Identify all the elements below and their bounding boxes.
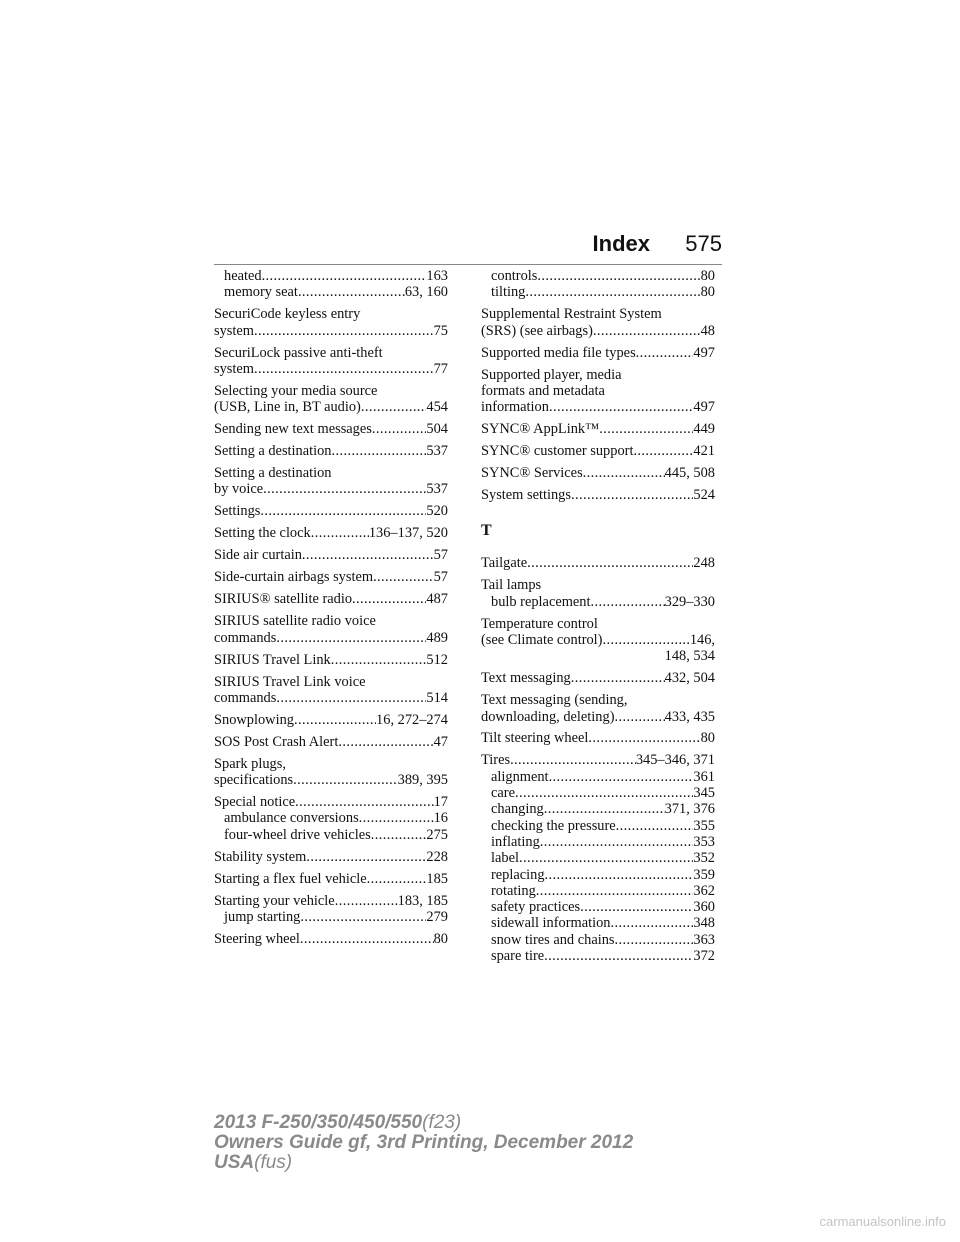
leader-dots bbox=[537, 268, 700, 284]
index-term: SIRIUS® satellite radio bbox=[214, 591, 353, 608]
index-page-ref: 497 bbox=[693, 344, 715, 361]
index-line bbox=[481, 577, 715, 593]
leader-dots bbox=[371, 827, 427, 843]
leader-dots bbox=[254, 323, 434, 339]
leader-dots bbox=[544, 948, 693, 964]
index-subentry bbox=[481, 867, 715, 883]
index-subentry bbox=[214, 810, 448, 826]
index-line bbox=[214, 652, 448, 668]
index-line bbox=[214, 630, 448, 646]
index-term: information bbox=[481, 399, 549, 416]
index-subentry bbox=[481, 785, 715, 801]
index-entry bbox=[214, 383, 448, 416]
leader-dots bbox=[611, 915, 694, 931]
index-term: Text messaging bbox=[481, 670, 571, 687]
index-line bbox=[481, 306, 715, 322]
leader-dots bbox=[571, 487, 693, 503]
leader-dots bbox=[615, 932, 694, 948]
index-line bbox=[214, 569, 448, 585]
index-term: Special notice bbox=[214, 794, 296, 811]
leader-dots bbox=[633, 443, 693, 459]
index-subentry bbox=[481, 899, 715, 915]
index-entry bbox=[214, 306, 448, 339]
index-entry bbox=[214, 465, 448, 498]
index-line bbox=[481, 443, 715, 459]
index-page-ref: 48 bbox=[700, 322, 715, 339]
leader-dots bbox=[571, 670, 665, 686]
index-line bbox=[214, 323, 448, 339]
index-term: SecuriCode keyless entry bbox=[214, 306, 361, 323]
leader-dots bbox=[372, 421, 427, 437]
leader-dots bbox=[300, 909, 426, 925]
index-entry bbox=[214, 931, 448, 947]
index-page-ref: 512 bbox=[426, 651, 448, 668]
watermark-text: carmanualsonline.info bbox=[819, 1214, 946, 1229]
index-term: heated bbox=[224, 268, 262, 284]
index-page-ref: 136–137, 520 bbox=[368, 525, 448, 542]
index-term: SYNC® customer support bbox=[481, 443, 634, 460]
index-line bbox=[481, 752, 715, 768]
leader-dots bbox=[367, 871, 427, 887]
index-entry bbox=[481, 367, 715, 416]
index-entry bbox=[481, 670, 715, 686]
index-entry bbox=[214, 794, 448, 843]
index-line bbox=[214, 734, 448, 750]
index-page-ref: 80 bbox=[433, 930, 448, 947]
index-line bbox=[481, 367, 715, 383]
index-term: Sending new text messages bbox=[214, 421, 372, 438]
index-subentry bbox=[481, 801, 715, 817]
index-page-ref: 329–330 bbox=[664, 593, 715, 610]
index-entry bbox=[214, 268, 448, 301]
index-page-ref: 146, bbox=[689, 631, 715, 648]
index-line bbox=[481, 632, 715, 648]
index-page-ref: 80 bbox=[700, 284, 715, 301]
index-term: checking the pressure bbox=[491, 817, 616, 834]
leader-dots bbox=[519, 850, 693, 866]
index-page-ref: 359 bbox=[693, 866, 715, 883]
index-term: Starting a flex fuel vehicle bbox=[214, 870, 367, 887]
index-entry bbox=[214, 345, 448, 378]
index-page-ref: 57 bbox=[433, 569, 448, 586]
index-entry bbox=[481, 306, 715, 339]
header-rule bbox=[214, 264, 722, 265]
index-page-ref: 17 bbox=[433, 794, 448, 811]
index-page-ref: 345 bbox=[693, 785, 715, 802]
page-header bbox=[214, 226, 722, 262]
index-line bbox=[481, 709, 715, 725]
index-line bbox=[214, 794, 448, 810]
index-entry bbox=[214, 591, 448, 607]
leader-dots bbox=[544, 801, 665, 817]
leader-dots bbox=[593, 323, 701, 339]
index-entry bbox=[481, 421, 715, 437]
index-term: specifications bbox=[214, 772, 294, 789]
index-page-ref: 520 bbox=[426, 503, 448, 520]
leader-dots bbox=[298, 284, 405, 300]
index-page-ref: 487 bbox=[426, 591, 448, 608]
index-term: SOS Post Crash Alert bbox=[214, 733, 339, 750]
index-term: system bbox=[214, 322, 254, 339]
index-page-ref: 514 bbox=[426, 689, 448, 706]
index-term: Tires bbox=[481, 752, 511, 769]
section-letter: T bbox=[481, 522, 492, 540]
leader-dots bbox=[549, 399, 693, 415]
index-line bbox=[481, 555, 715, 571]
index-entry bbox=[481, 555, 715, 571]
page-title: Index bbox=[592, 231, 650, 256]
index-line bbox=[214, 893, 448, 909]
index-page-ref: 352 bbox=[693, 850, 715, 867]
index-page-ref: 63, 160 bbox=[404, 284, 448, 301]
footer-line-market: USA(fus) bbox=[214, 1152, 293, 1173]
index-page-ref: 537 bbox=[426, 481, 448, 498]
leader-dots bbox=[331, 652, 427, 668]
index-line bbox=[481, 465, 715, 481]
index-line-continuation bbox=[481, 648, 715, 664]
leader-dots bbox=[616, 818, 694, 834]
index-term: Setting the clock bbox=[214, 525, 311, 542]
index-term: Supported player, media bbox=[481, 366, 622, 383]
index-term: jump starting bbox=[224, 908, 301, 925]
index-term: four-wheel drive vehicles bbox=[224, 826, 371, 843]
index-subentry bbox=[214, 827, 448, 843]
index-page-ref: 183, 185 bbox=[397, 892, 448, 909]
index-line bbox=[481, 383, 715, 399]
index-term: Tail lamps bbox=[481, 577, 542, 594]
index-line bbox=[214, 345, 448, 361]
index-page-ref: 361 bbox=[693, 768, 715, 785]
leader-dots bbox=[583, 465, 665, 481]
index-entry bbox=[481, 692, 715, 725]
index-line bbox=[214, 361, 448, 377]
index-entry bbox=[214, 421, 448, 437]
leader-dots bbox=[302, 547, 434, 563]
leader-dots bbox=[295, 794, 433, 810]
index-line bbox=[214, 421, 448, 437]
index-page-ref: 16, 272–274 bbox=[376, 711, 448, 728]
index-page-ref: 360 bbox=[693, 899, 715, 916]
index-subentry bbox=[481, 268, 715, 284]
index-line bbox=[214, 503, 448, 519]
index-line bbox=[214, 772, 448, 788]
index-line bbox=[481, 487, 715, 503]
leader-dots bbox=[263, 481, 426, 497]
index-entry bbox=[214, 849, 448, 865]
leader-dots bbox=[636, 345, 694, 361]
index-term: SecuriLock passive anti-theft bbox=[214, 344, 383, 361]
index-page-ref: 537 bbox=[426, 443, 448, 460]
index-term: Side air curtain bbox=[214, 547, 302, 564]
leader-dots bbox=[262, 268, 427, 284]
index-term: snow tires and chains bbox=[491, 931, 615, 948]
index-term: Spark plugs, bbox=[214, 755, 286, 772]
index-term: Setting a destination bbox=[214, 465, 332, 482]
leader-dots bbox=[549, 769, 694, 785]
index-term: Starting your vehicle bbox=[214, 892, 335, 909]
index-line bbox=[214, 591, 448, 607]
leader-dots bbox=[615, 709, 665, 725]
index-line bbox=[481, 692, 715, 708]
leader-dots bbox=[515, 785, 693, 801]
index-subentry bbox=[481, 594, 715, 610]
index-entry bbox=[481, 487, 715, 503]
index-line bbox=[214, 849, 448, 865]
index-term: rotating bbox=[491, 882, 536, 899]
index-term: SIRIUS satellite radio voice bbox=[214, 613, 376, 630]
index-page-ref: 389, 395 bbox=[397, 772, 448, 789]
index-line bbox=[214, 871, 448, 887]
index-entry bbox=[214, 613, 448, 646]
index-line bbox=[481, 616, 715, 632]
index-page-ref: 348 bbox=[693, 915, 715, 932]
index-line bbox=[481, 730, 715, 746]
index-term: Snowplowing bbox=[214, 711, 294, 728]
index-page-ref: 504 bbox=[426, 421, 448, 438]
index-page-ref: 433, 435 bbox=[664, 708, 715, 725]
index-entry bbox=[214, 503, 448, 519]
index-page-ref: 248 bbox=[693, 555, 715, 572]
leader-dots bbox=[300, 931, 434, 947]
index-line bbox=[214, 481, 448, 497]
index-line bbox=[214, 690, 448, 706]
index-page-ref: 489 bbox=[426, 629, 448, 646]
index-entry bbox=[481, 577, 715, 610]
index-column-left bbox=[214, 268, 448, 953]
leader-dots bbox=[352, 591, 426, 607]
index-page-ref: 353 bbox=[693, 833, 715, 850]
leader-dots bbox=[294, 712, 376, 728]
index-term: (see Climate control) bbox=[481, 631, 603, 648]
index-entry bbox=[481, 465, 715, 481]
index-entry bbox=[481, 752, 715, 964]
index-term: Side-curtain airbags system bbox=[214, 569, 374, 586]
index-entry bbox=[214, 756, 448, 789]
index-subentry bbox=[214, 909, 448, 925]
index-term: SYNC® AppLink™ bbox=[481, 421, 600, 438]
index-page-ref: 75 bbox=[433, 322, 448, 339]
index-term: inflating bbox=[491, 833, 540, 850]
index-page-ref: 77 bbox=[433, 360, 448, 377]
index-line bbox=[214, 443, 448, 459]
index-entry bbox=[214, 674, 448, 707]
index-term: Tailgate bbox=[481, 555, 528, 572]
index-page-ref: 163 bbox=[426, 268, 448, 284]
index-term: System settings bbox=[481, 487, 571, 504]
index-term: spare tire bbox=[491, 948, 545, 965]
index-line bbox=[481, 670, 715, 686]
index-entry bbox=[481, 443, 715, 459]
index-term: Tilt steering wheel bbox=[481, 730, 589, 747]
index-page-ref: 497 bbox=[693, 399, 715, 416]
leader-dots bbox=[525, 284, 700, 300]
index-entry bbox=[214, 547, 448, 563]
index-entry bbox=[214, 569, 448, 585]
leader-dots bbox=[540, 834, 694, 850]
leader-dots bbox=[276, 630, 426, 646]
index-term: Steering wheel bbox=[214, 930, 300, 947]
index-term: sidewall information bbox=[491, 915, 611, 932]
footer-line-edition: Owners Guide gf, 3rd Printing, December 2012 bbox=[214, 1132, 634, 1153]
index-subentry bbox=[481, 769, 715, 785]
leader-dots bbox=[527, 555, 693, 571]
leader-dots bbox=[254, 361, 434, 377]
index-page-ref: 454 bbox=[426, 399, 448, 416]
leader-dots bbox=[332, 443, 427, 459]
index-line bbox=[481, 421, 715, 437]
index-page-ref: 279 bbox=[426, 908, 448, 925]
index-subentry bbox=[481, 834, 715, 850]
leader-dots bbox=[591, 594, 665, 610]
index-page-ref: 445, 508 bbox=[664, 465, 715, 482]
index-page-ref: 16 bbox=[433, 810, 448, 827]
index-page-ref: 148, 534 bbox=[664, 648, 715, 665]
index-term: label bbox=[491, 850, 519, 867]
index-subentry bbox=[481, 948, 715, 964]
index-term: Selecting your media source bbox=[214, 382, 378, 399]
footer bbox=[214, 1113, 633, 1173]
index-entry bbox=[214, 443, 448, 459]
index-entry bbox=[214, 871, 448, 887]
leader-dots bbox=[545, 867, 694, 883]
index-term: bulb replacement bbox=[491, 593, 591, 610]
index-entry bbox=[481, 345, 715, 361]
index-page-ref: 432, 504 bbox=[664, 670, 715, 687]
index-term: commands bbox=[214, 689, 277, 706]
index-page-ref: 47 bbox=[433, 733, 448, 750]
index-line bbox=[214, 525, 448, 541]
footer-line-model: 2013 F-250/350/450/550(f23) bbox=[214, 1112, 462, 1133]
index-page-ref: 355 bbox=[693, 817, 715, 834]
leader-dots bbox=[510, 752, 636, 768]
index-entry bbox=[214, 893, 448, 926]
leader-dots bbox=[260, 503, 426, 519]
index-line bbox=[214, 399, 448, 415]
leader-dots bbox=[306, 849, 426, 865]
leader-dots bbox=[536, 883, 694, 899]
index-term: alignment bbox=[491, 768, 549, 785]
index-page-ref: 363 bbox=[693, 931, 715, 948]
index-line bbox=[214, 306, 448, 322]
index-subentry bbox=[481, 850, 715, 866]
index-term: by voice bbox=[214, 481, 264, 498]
index-page-ref: 524 bbox=[693, 487, 715, 504]
index-term: changing bbox=[491, 801, 544, 818]
index-term: Text messaging (sending, bbox=[481, 692, 628, 709]
index-term: controls bbox=[491, 268, 538, 284]
index-page-ref: 372 bbox=[693, 948, 715, 965]
index-page-ref: 57 bbox=[433, 547, 448, 564]
index-term: care bbox=[491, 785, 515, 802]
leader-dots bbox=[588, 730, 700, 746]
index-entry bbox=[481, 730, 715, 746]
index-term: tilting bbox=[491, 284, 526, 301]
index-subentry bbox=[214, 268, 448, 284]
index-page-ref: 371, 376 bbox=[664, 801, 715, 818]
index-page-ref: 228 bbox=[426, 848, 448, 865]
index-line bbox=[214, 613, 448, 629]
index-term: Temperature control bbox=[481, 615, 598, 632]
index-entry bbox=[214, 712, 448, 728]
index-term: memory seat bbox=[224, 284, 298, 301]
index-subentry bbox=[481, 883, 715, 899]
index-term: SYNC® Services bbox=[481, 465, 583, 482]
index-term: safety practices bbox=[491, 899, 581, 916]
index-line bbox=[214, 465, 448, 481]
leader-dots bbox=[276, 690, 426, 706]
index-line bbox=[214, 383, 448, 399]
index-term: Supported media file types bbox=[481, 344, 636, 361]
index-page-ref: 362 bbox=[693, 882, 715, 899]
index-page-ref: 275 bbox=[426, 826, 448, 843]
index-term: SIRIUS Travel Link bbox=[214, 651, 331, 668]
index-entry bbox=[214, 652, 448, 668]
index-page-ref: 80 bbox=[700, 730, 715, 747]
index-page-ref: 185 bbox=[426, 870, 448, 887]
leader-dots bbox=[580, 899, 693, 915]
index-line bbox=[481, 345, 715, 361]
index-entry bbox=[214, 734, 448, 750]
index-line bbox=[214, 931, 448, 947]
index-term: commands bbox=[214, 629, 277, 646]
page-number: 575 bbox=[685, 231, 722, 256]
index-term: (USB, Line in, BT audio) bbox=[214, 399, 361, 416]
index-line bbox=[481, 399, 715, 415]
index-term: SIRIUS Travel Link voice bbox=[214, 673, 366, 690]
leader-dots bbox=[602, 632, 689, 648]
index-term: ambulance conversions bbox=[224, 810, 359, 827]
index-page-ref: 421 bbox=[693, 443, 715, 460]
index-entry bbox=[214, 525, 448, 541]
leader-dots bbox=[311, 525, 369, 541]
leader-dots bbox=[599, 421, 693, 437]
index-line bbox=[214, 547, 448, 563]
index-line bbox=[214, 756, 448, 772]
index-entry bbox=[481, 268, 715, 301]
index-term: replacing bbox=[491, 866, 545, 883]
index-page-ref: 80 bbox=[700, 268, 715, 284]
index-term: downloading, deleting) bbox=[481, 708, 615, 725]
index-term: Supplemental Restraint System bbox=[481, 306, 662, 323]
leader-dots bbox=[338, 734, 433, 750]
index-subentry bbox=[481, 284, 715, 300]
index-subentry bbox=[481, 818, 715, 834]
index-term: Stability system bbox=[214, 848, 307, 865]
index-subentry bbox=[481, 915, 715, 931]
leader-dots bbox=[361, 399, 427, 415]
index-subentry bbox=[214, 284, 448, 300]
index-subentry bbox=[481, 932, 715, 948]
leader-dots bbox=[359, 810, 434, 826]
index-page-ref: 449 bbox=[693, 421, 715, 438]
index-term: system bbox=[214, 360, 254, 377]
index-line bbox=[481, 323, 715, 339]
index-page-ref: 345–346, 371 bbox=[635, 752, 715, 769]
index-column-right bbox=[481, 268, 715, 970]
index-line bbox=[214, 712, 448, 728]
index-term: formats and metadata bbox=[481, 382, 605, 399]
leader-dots bbox=[373, 569, 434, 585]
leader-dots bbox=[335, 893, 398, 909]
index-term: Setting a destination bbox=[214, 443, 332, 460]
index-line bbox=[214, 674, 448, 690]
index-term: (SRS) (see airbags) bbox=[481, 322, 593, 339]
index-entry bbox=[481, 616, 715, 665]
index-term: Settings bbox=[214, 503, 261, 520]
leader-dots bbox=[293, 772, 398, 788]
